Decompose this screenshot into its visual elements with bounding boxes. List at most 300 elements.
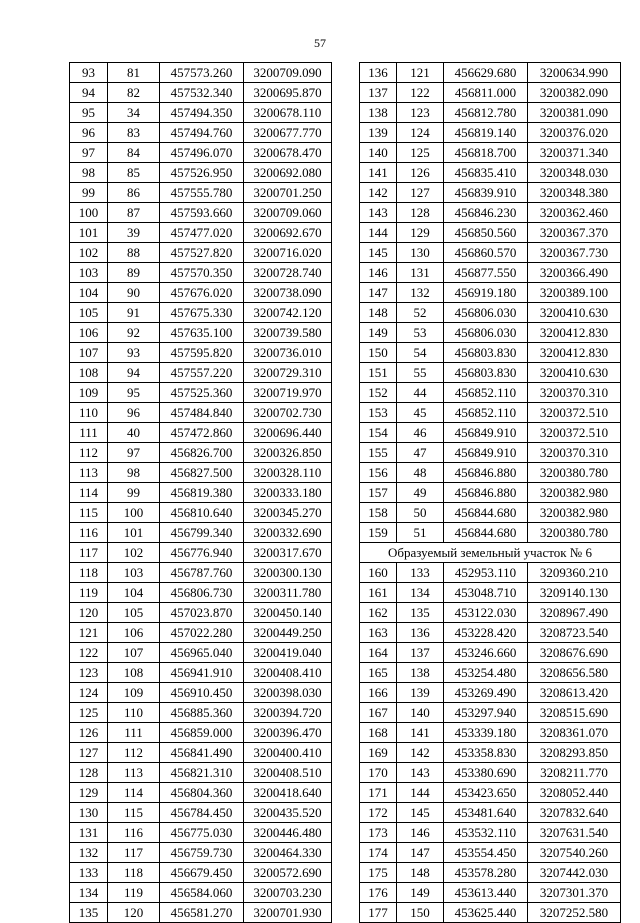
x-coordinate-cell: 457557.220 (160, 363, 244, 383)
table-row (360, 363, 621, 383)
point-number-cell: 139 (360, 123, 397, 143)
y-coordinate-cell: 3208515.690 (528, 703, 621, 723)
point-number-cell: 176 (360, 883, 397, 903)
x-coordinate-cell: 456775.030 (160, 823, 244, 843)
table-row (70, 803, 332, 823)
y-coordinate-cell: 3200400.410 (244, 743, 332, 763)
point-number-cell: 156 (360, 463, 397, 483)
x-coordinate-cell: 453048.710 (444, 583, 528, 603)
coordinates-table-right (359, 62, 621, 923)
x-coordinate-cell: 453228.420 (444, 623, 528, 643)
x-coordinate-cell: 456806.730 (160, 583, 244, 603)
table-row (70, 183, 332, 203)
point-number-cell: 128 (70, 763, 108, 783)
vertex-number-cell: 93 (108, 343, 160, 363)
y-coordinate-cell: 3200678.470 (244, 143, 332, 163)
table-row (70, 143, 332, 163)
table-row (70, 83, 332, 103)
point-number-cell: 167 (360, 703, 397, 723)
table-row (70, 163, 332, 183)
y-coordinate-cell: 3200408.410 (244, 663, 332, 683)
vertex-number-cell: 128 (397, 203, 444, 223)
point-number-cell: 150 (360, 343, 397, 363)
x-coordinate-cell: 456852.110 (444, 383, 528, 403)
vertex-number-cell: 82 (108, 83, 160, 103)
x-coordinate-cell: 456860.570 (444, 243, 528, 263)
point-number-cell: 133 (70, 863, 108, 883)
x-coordinate-cell: 456804.360 (160, 783, 244, 803)
vertex-number-cell: 145 (397, 803, 444, 823)
y-coordinate-cell: 3200396.470 (244, 723, 332, 743)
x-coordinate-cell: 457570.350 (160, 263, 244, 283)
point-number-cell: 142 (360, 183, 397, 203)
table-row (360, 163, 621, 183)
point-number-cell: 101 (70, 223, 108, 243)
table-row (70, 503, 332, 523)
vertex-number-cell: 108 (108, 663, 160, 683)
y-coordinate-cell: 3200362.460 (528, 203, 621, 223)
point-number-cell: 148 (360, 303, 397, 323)
vertex-number-cell: 55 (397, 363, 444, 383)
x-coordinate-cell: 456849.910 (444, 423, 528, 443)
point-number-cell: 122 (70, 643, 108, 663)
table-row (70, 823, 332, 843)
y-coordinate-cell: 3200701.930 (244, 903, 332, 923)
vertex-number-cell: 98 (108, 463, 160, 483)
x-coordinate-cell: 457573.260 (160, 63, 244, 83)
table-row (70, 263, 332, 283)
y-coordinate-cell: 3200398.030 (244, 683, 332, 703)
x-coordinate-cell: 456581.270 (160, 903, 244, 923)
coordinates-table-left (69, 62, 332, 923)
x-coordinate-cell: 456827.500 (160, 463, 244, 483)
vertex-number-cell: 104 (108, 583, 160, 603)
y-coordinate-cell: 3200380.780 (528, 523, 621, 543)
point-number-cell: 112 (70, 443, 108, 463)
point-number-cell: 93 (70, 63, 108, 83)
point-number-cell: 134 (70, 883, 108, 903)
table-row (360, 723, 621, 743)
vertex-number-cell: 95 (108, 383, 160, 403)
vertex-number-cell: 115 (108, 803, 160, 823)
y-coordinate-cell: 3200382.980 (528, 483, 621, 503)
x-coordinate-cell: 456819.380 (160, 483, 244, 503)
y-coordinate-cell: 3200696.440 (244, 423, 332, 443)
table-row (70, 903, 332, 923)
point-number-cell: 132 (70, 843, 108, 863)
y-coordinate-cell: 3200376.020 (528, 123, 621, 143)
x-coordinate-cell: 457023.870 (160, 603, 244, 623)
point-number-cell: 117 (70, 543, 108, 563)
y-coordinate-cell: 3200716.020 (244, 243, 332, 263)
y-coordinate-cell: 3200380.780 (528, 463, 621, 483)
x-coordinate-cell: 457676.020 (160, 283, 244, 303)
vertex-number-cell: 39 (108, 223, 160, 243)
vertex-number-cell: 144 (397, 783, 444, 803)
x-coordinate-cell: 457494.350 (160, 103, 244, 123)
vertex-number-cell: 47 (397, 443, 444, 463)
point-number-cell: 102 (70, 243, 108, 263)
x-coordinate-cell: 453613.440 (444, 883, 528, 903)
x-coordinate-cell: 453297.940 (444, 703, 528, 723)
vertex-number-cell: 150 (397, 903, 444, 923)
point-number-cell: 157 (360, 483, 397, 503)
vertex-number-cell: 85 (108, 163, 160, 183)
point-number-cell: 145 (360, 243, 397, 263)
vertex-number-cell: 136 (397, 623, 444, 643)
vertex-number-cell: 97 (108, 443, 160, 463)
table-row (70, 363, 332, 383)
x-coordinate-cell: 456803.830 (444, 343, 528, 363)
y-coordinate-cell: 3209140.130 (528, 583, 621, 603)
point-number-cell: 124 (70, 683, 108, 703)
vertex-number-cell: 88 (108, 243, 160, 263)
table-row (70, 703, 332, 723)
x-coordinate-cell: 457494.760 (160, 123, 244, 143)
x-coordinate-cell: 456852.110 (444, 403, 528, 423)
y-coordinate-cell: 3200410.630 (528, 303, 621, 323)
x-coordinate-cell: 457635.100 (160, 323, 244, 343)
table-row (70, 763, 332, 783)
table-row (70, 303, 332, 323)
y-coordinate-cell: 3209360.210 (528, 563, 621, 583)
vertex-number-cell: 105 (108, 603, 160, 623)
x-coordinate-cell: 456679.450 (160, 863, 244, 883)
y-coordinate-cell: 3208052.440 (528, 783, 621, 803)
vertex-number-cell: 146 (397, 823, 444, 843)
x-coordinate-cell: 457484.840 (160, 403, 244, 423)
vertex-number-cell: 111 (108, 723, 160, 743)
vertex-number-cell: 34 (108, 103, 160, 123)
vertex-number-cell: 125 (397, 143, 444, 163)
x-coordinate-cell: 452953.110 (444, 563, 528, 583)
point-number-cell: 113 (70, 463, 108, 483)
point-number-cell: 149 (360, 323, 397, 343)
x-coordinate-cell: 456584.060 (160, 883, 244, 903)
vertex-number-cell: 118 (108, 863, 160, 883)
y-coordinate-cell: 3200572.690 (244, 863, 332, 883)
table-row (360, 663, 621, 683)
x-coordinate-cell: 456844.680 (444, 523, 528, 543)
y-coordinate-cell: 3208676.690 (528, 643, 621, 663)
y-coordinate-cell: 3200739.580 (244, 323, 332, 343)
x-coordinate-cell: 456965.040 (160, 643, 244, 663)
table-row (70, 883, 332, 903)
y-coordinate-cell: 3207631.540 (528, 823, 621, 843)
page-number: 57 (314, 36, 326, 50)
vertex-number-cell: 48 (397, 463, 444, 483)
point-number-cell: 154 (360, 423, 397, 443)
point-number-cell: 118 (70, 563, 108, 583)
vertex-number-cell: 50 (397, 503, 444, 523)
y-coordinate-cell: 3208361.070 (528, 723, 621, 743)
y-coordinate-cell: 3200728.740 (244, 263, 332, 283)
point-number-cell: 170 (360, 763, 397, 783)
y-coordinate-cell: 3200371.340 (528, 143, 621, 163)
y-coordinate-cell: 3208211.770 (528, 763, 621, 783)
table-row (70, 443, 332, 463)
y-coordinate-cell: 3208656.580 (528, 663, 621, 683)
vertex-number-cell: 81 (108, 63, 160, 83)
table-row (360, 863, 621, 883)
y-coordinate-cell: 3200419.040 (244, 643, 332, 663)
x-coordinate-cell: 456799.340 (160, 523, 244, 543)
y-coordinate-cell: 3200709.060 (244, 203, 332, 223)
point-number-cell: 94 (70, 83, 108, 103)
point-number-cell: 141 (360, 163, 397, 183)
vertex-number-cell: 147 (397, 843, 444, 863)
x-coordinate-cell: 456844.680 (444, 503, 528, 523)
point-number-cell: 137 (360, 83, 397, 103)
x-coordinate-cell: 456885.360 (160, 703, 244, 723)
table-row (70, 583, 332, 603)
y-coordinate-cell: 3200372.510 (528, 403, 621, 423)
x-coordinate-cell: 456941.910 (160, 663, 244, 683)
vertex-number-cell: 133 (397, 563, 444, 583)
y-coordinate-cell: 3200366.490 (528, 263, 621, 283)
y-coordinate-cell: 3200348.380 (528, 183, 621, 203)
y-coordinate-cell: 3200450.140 (244, 603, 332, 623)
x-coordinate-cell: 456803.830 (444, 363, 528, 383)
point-number-cell: 99 (70, 183, 108, 203)
table-row (360, 83, 621, 103)
x-coordinate-cell: 456811.000 (444, 83, 528, 103)
x-coordinate-cell: 453481.640 (444, 803, 528, 823)
table-row (70, 723, 332, 743)
table-row (360, 703, 621, 723)
table-row (360, 883, 621, 903)
point-number-cell: 104 (70, 283, 108, 303)
x-coordinate-cell: 456810.640 (160, 503, 244, 523)
y-coordinate-cell: 3207832.640 (528, 803, 621, 823)
x-coordinate-cell: 456812.780 (444, 103, 528, 123)
point-number-cell: 126 (70, 723, 108, 743)
point-number-cell: 120 (70, 603, 108, 623)
x-coordinate-cell: 456877.550 (444, 263, 528, 283)
table-row (70, 663, 332, 683)
vertex-number-cell: 94 (108, 363, 160, 383)
table-row (360, 503, 621, 523)
x-coordinate-cell: 453339.180 (444, 723, 528, 743)
section-title: Образуемый земельный участок № 6 (360, 543, 621, 563)
x-coordinate-cell: 456826.700 (160, 443, 244, 463)
table-row (70, 463, 332, 483)
vertex-number-cell: 130 (397, 243, 444, 263)
table-row (70, 543, 332, 563)
x-coordinate-cell: 453122.030 (444, 603, 528, 623)
vertex-number-cell: 51 (397, 523, 444, 543)
x-coordinate-cell: 457496.070 (160, 143, 244, 163)
point-number-cell: 138 (360, 103, 397, 123)
point-number-cell: 155 (360, 443, 397, 463)
x-coordinate-cell: 456629.680 (444, 63, 528, 83)
table-row (360, 63, 621, 83)
vertex-number-cell: 100 (108, 503, 160, 523)
y-coordinate-cell: 3207540.260 (528, 843, 621, 863)
point-number-cell: 109 (70, 383, 108, 403)
table-row (360, 423, 621, 443)
x-coordinate-cell: 456910.450 (160, 683, 244, 703)
point-number-cell: 161 (360, 583, 397, 603)
point-number-cell: 108 (70, 363, 108, 383)
point-number-cell: 131 (70, 823, 108, 843)
vertex-number-cell: 87 (108, 203, 160, 223)
point-number-cell: 136 (360, 63, 397, 83)
point-number-cell: 95 (70, 103, 108, 123)
vertex-number-cell: 109 (108, 683, 160, 703)
x-coordinate-cell: 456859.000 (160, 723, 244, 743)
table-row (360, 643, 621, 663)
table-row (360, 463, 621, 483)
y-coordinate-cell: 3200692.080 (244, 163, 332, 183)
table-row (360, 483, 621, 503)
x-coordinate-cell: 453578.280 (444, 863, 528, 883)
table-row (70, 603, 332, 623)
x-coordinate-cell: 457525.360 (160, 383, 244, 403)
point-number-cell: 164 (360, 643, 397, 663)
table-row (360, 323, 621, 343)
section-header-row (360, 543, 621, 563)
vertex-number-cell: 86 (108, 183, 160, 203)
point-number-cell: 100 (70, 203, 108, 223)
y-coordinate-cell: 3200742.120 (244, 303, 332, 323)
vertex-number-cell: 114 (108, 783, 160, 803)
table-row (360, 523, 621, 543)
table-row (360, 623, 621, 643)
y-coordinate-cell: 3208967.490 (528, 603, 621, 623)
x-coordinate-cell: 456839.910 (444, 183, 528, 203)
vertex-number-cell: 148 (397, 863, 444, 883)
table-row (360, 143, 621, 163)
vertex-number-cell: 121 (397, 63, 444, 83)
x-coordinate-cell: 456784.450 (160, 803, 244, 823)
vertex-number-cell: 129 (397, 223, 444, 243)
point-number-cell: 130 (70, 803, 108, 823)
y-coordinate-cell: 3200412.830 (528, 343, 621, 363)
y-coordinate-cell: 3200348.030 (528, 163, 621, 183)
point-number-cell: 110 (70, 403, 108, 423)
y-coordinate-cell: 3200372.510 (528, 423, 621, 443)
vertex-number-cell: 140 (397, 703, 444, 723)
table-row (360, 803, 621, 823)
y-coordinate-cell: 3200328.110 (244, 463, 332, 483)
point-number-cell: 96 (70, 123, 108, 143)
x-coordinate-cell: 453532.110 (444, 823, 528, 843)
table-row (360, 203, 621, 223)
table-row (360, 403, 621, 423)
y-coordinate-cell: 3200408.510 (244, 763, 332, 783)
x-coordinate-cell: 456835.410 (444, 163, 528, 183)
vertex-number-cell: 110 (108, 703, 160, 723)
x-coordinate-cell: 453269.490 (444, 683, 528, 703)
x-coordinate-cell: 457527.820 (160, 243, 244, 263)
table-row (360, 263, 621, 283)
y-coordinate-cell: 3208613.420 (528, 683, 621, 703)
x-coordinate-cell: 456841.490 (160, 743, 244, 763)
y-coordinate-cell: 3200702.730 (244, 403, 332, 423)
point-number-cell: 151 (360, 363, 397, 383)
point-number-cell: 98 (70, 163, 108, 183)
table-row (360, 603, 621, 623)
y-coordinate-cell: 3200389.100 (528, 283, 621, 303)
vertex-number-cell: 116 (108, 823, 160, 843)
y-coordinate-cell: 3200677.770 (244, 123, 332, 143)
vertex-number-cell: 117 (108, 843, 160, 863)
y-coordinate-cell: 3200367.730 (528, 243, 621, 263)
table-row (70, 523, 332, 543)
y-coordinate-cell: 3200449.250 (244, 623, 332, 643)
table-row (360, 243, 621, 263)
table-row (360, 223, 621, 243)
vertex-number-cell: 132 (397, 283, 444, 303)
table-row (360, 823, 621, 843)
x-coordinate-cell: 456759.730 (160, 843, 244, 863)
x-coordinate-cell: 457675.330 (160, 303, 244, 323)
y-coordinate-cell: 3200394.720 (244, 703, 332, 723)
x-coordinate-cell: 453358.830 (444, 743, 528, 763)
x-coordinate-cell: 456806.030 (444, 323, 528, 343)
table-row (70, 563, 332, 583)
x-coordinate-cell: 457472.860 (160, 423, 244, 443)
table-row (360, 783, 621, 803)
point-number-cell: 123 (70, 663, 108, 683)
y-coordinate-cell: 3200435.520 (244, 803, 332, 823)
point-number-cell: 103 (70, 263, 108, 283)
point-number-cell: 162 (360, 603, 397, 623)
vertex-number-cell: 53 (397, 323, 444, 343)
vertex-number-cell: 131 (397, 263, 444, 283)
table-row (360, 903, 621, 923)
y-coordinate-cell: 3200692.670 (244, 223, 332, 243)
x-coordinate-cell: 457555.780 (160, 183, 244, 203)
x-coordinate-cell: 457593.660 (160, 203, 244, 223)
y-coordinate-cell: 3200446.480 (244, 823, 332, 843)
table-row (360, 443, 621, 463)
table-row (70, 483, 332, 503)
point-number-cell: 173 (360, 823, 397, 843)
vertex-number-cell: 46 (397, 423, 444, 443)
table-row (70, 243, 332, 263)
y-coordinate-cell: 3200311.780 (244, 583, 332, 603)
vertex-number-cell: 134 (397, 583, 444, 603)
point-number-cell: 158 (360, 503, 397, 523)
y-coordinate-cell: 3200382.980 (528, 503, 621, 523)
vertex-number-cell: 101 (108, 523, 160, 543)
x-coordinate-cell: 453254.480 (444, 663, 528, 683)
x-coordinate-cell: 457022.280 (160, 623, 244, 643)
table-row (70, 423, 332, 443)
x-coordinate-cell: 456846.880 (444, 463, 528, 483)
y-coordinate-cell: 3200332.690 (244, 523, 332, 543)
table-row (360, 123, 621, 143)
point-number-cell: 147 (360, 283, 397, 303)
x-coordinate-cell: 456776.940 (160, 543, 244, 563)
point-number-cell: 175 (360, 863, 397, 883)
point-number-cell: 163 (360, 623, 397, 643)
x-coordinate-cell: 457595.820 (160, 343, 244, 363)
table-row (360, 843, 621, 863)
point-number-cell: 174 (360, 843, 397, 863)
vertex-number-cell: 122 (397, 83, 444, 103)
table-row (360, 743, 621, 763)
vertex-number-cell: 102 (108, 543, 160, 563)
table-row (70, 743, 332, 763)
table-row (70, 343, 332, 363)
point-number-cell: 127 (70, 743, 108, 763)
table-row (70, 103, 332, 123)
vertex-number-cell: 89 (108, 263, 160, 283)
x-coordinate-cell: 457532.340 (160, 83, 244, 103)
